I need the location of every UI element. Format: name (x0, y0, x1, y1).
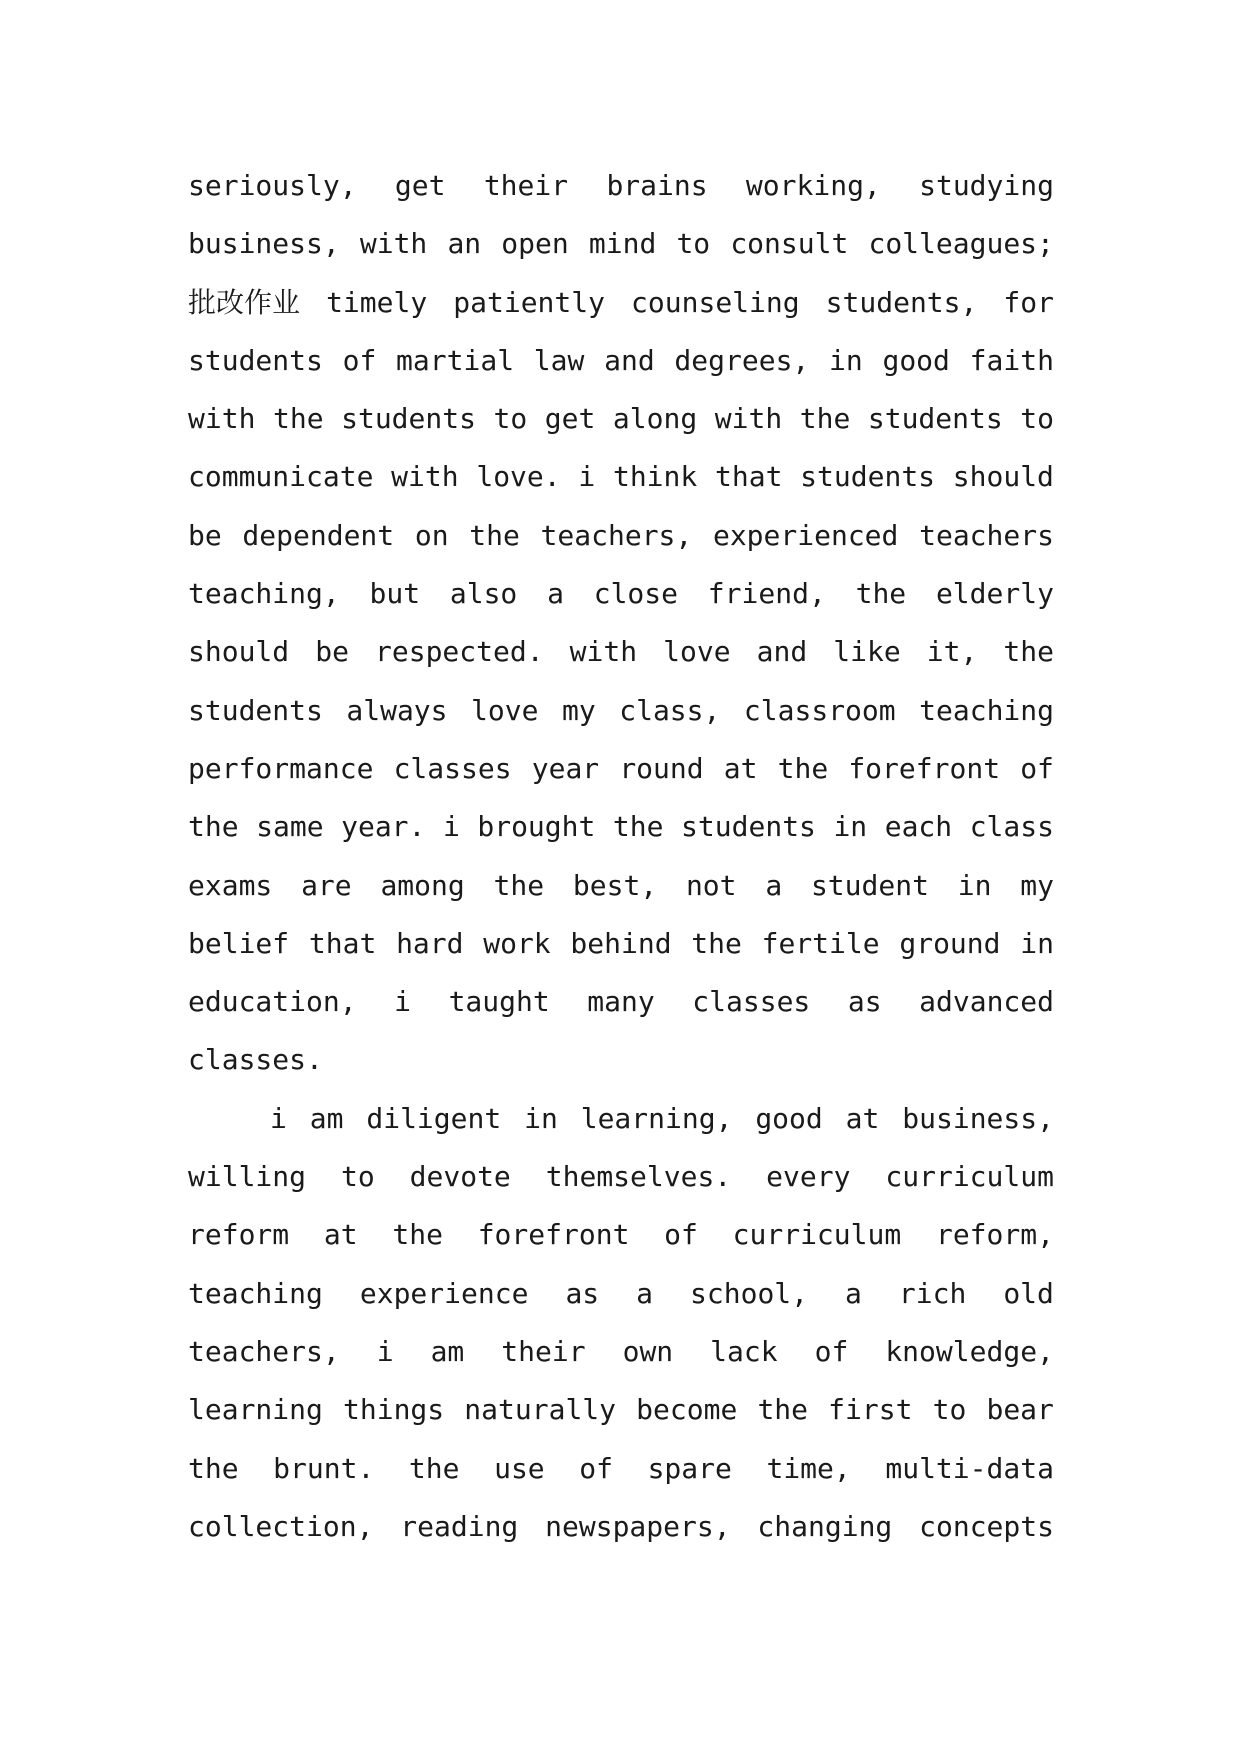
word: advanced (919, 985, 1054, 1019)
text-line (188, 1265, 1054, 1323)
text-line (188, 857, 1054, 915)
word: 批改作业 (188, 285, 301, 319)
word: teaching, (188, 577, 340, 611)
word: faith (969, 343, 1054, 377)
word: use (494, 1451, 545, 1485)
word: old (1003, 1276, 1054, 1310)
word: brains (606, 169, 708, 202)
word: teachers, (188, 1334, 340, 1368)
word: be (315, 635, 349, 669)
word: with (569, 635, 638, 669)
word: each (884, 810, 953, 844)
word: at (845, 1101, 880, 1135)
text-line (188, 1440, 1054, 1498)
word: business, (902, 1101, 1054, 1135)
word: experienced (712, 518, 899, 552)
text-line (188, 1206, 1054, 1264)
word: get (394, 169, 446, 202)
text-line (188, 1498, 1054, 1556)
word: close (593, 577, 679, 611)
word: belief (188, 926, 290, 960)
word: the (188, 810, 239, 844)
text-line (188, 740, 1054, 798)
word: concepts (919, 1509, 1054, 1543)
word: for (1003, 285, 1054, 319)
word: dependent (242, 518, 395, 552)
word: student (810, 868, 929, 902)
word: patiently (453, 285, 605, 319)
word: newspapers, (545, 1509, 731, 1543)
text-line (188, 215, 1054, 273)
word: with (714, 402, 783, 436)
word: every (766, 1160, 851, 1194)
word: an (447, 227, 482, 261)
word: to (340, 1160, 375, 1194)
text-line (188, 973, 1054, 1031)
word: of (579, 1451, 613, 1485)
word: love. (476, 460, 561, 494)
word: it, (926, 635, 978, 669)
word: the (799, 402, 851, 436)
word: respected. (375, 635, 544, 669)
word: i (270, 1101, 287, 1135)
word: devote (409, 1160, 511, 1194)
word: work (483, 926, 551, 960)
word: the (1003, 635, 1054, 669)
word: forefront (477, 1218, 630, 1252)
word: mind (588, 227, 657, 261)
word: brunt. (273, 1451, 375, 1485)
text-line (188, 623, 1054, 681)
text-line (188, 915, 1054, 973)
word: same (256, 810, 324, 844)
word: good (882, 343, 950, 377)
word: first (828, 1393, 913, 1427)
word: classes (393, 751, 512, 785)
word: teachers (919, 518, 1054, 552)
word: class (969, 810, 1054, 844)
word: best, (572, 868, 658, 902)
word: along (612, 402, 698, 436)
word: seriously, (188, 169, 357, 202)
text-line (188, 798, 1054, 856)
word: love (471, 693, 539, 727)
word: multi-data (885, 1451, 1054, 1485)
word: their (483, 169, 569, 202)
word: experience (359, 1276, 529, 1310)
word: the (392, 1218, 443, 1252)
word: to (932, 1393, 967, 1427)
word: fertile (761, 926, 880, 960)
word: rich (898, 1276, 967, 1310)
word: open (501, 227, 569, 261)
word: consult (730, 227, 849, 261)
word: should (952, 460, 1054, 494)
word: students (681, 810, 816, 844)
word: at (723, 751, 758, 785)
word: naturally (464, 1393, 617, 1427)
word: in (829, 343, 863, 377)
word: colleagues; (868, 227, 1054, 261)
text-line (188, 274, 1054, 332)
word: that (308, 926, 377, 960)
word: like (833, 635, 901, 669)
word: learning, (580, 1101, 733, 1135)
word: with (359, 227, 428, 261)
word: degrees, (674, 343, 810, 377)
word: i (442, 810, 460, 844)
word: of (664, 1218, 698, 1252)
word: diligent (366, 1101, 502, 1135)
text-line (188, 565, 1054, 623)
word: i (578, 460, 596, 494)
word: become (636, 1393, 738, 1427)
word: my (1020, 868, 1054, 902)
word: good (755, 1101, 823, 1135)
word: classroom (743, 693, 896, 727)
word: school, (690, 1276, 809, 1310)
word: in (1020, 926, 1054, 960)
word: students (341, 402, 476, 436)
word: class, (619, 693, 721, 727)
word: themselves. (545, 1160, 732, 1194)
text-line (188, 1323, 1054, 1381)
word: curriculum (885, 1160, 1054, 1194)
word: elderly (935, 577, 1054, 611)
word: think (612, 460, 698, 494)
word: students (867, 402, 1003, 436)
word: ground (899, 926, 1001, 960)
word: should (188, 635, 290, 669)
word: as (847, 985, 882, 1019)
word: martial (396, 343, 515, 377)
word: am (309, 1101, 344, 1135)
word: exams (188, 868, 273, 902)
word: business, (188, 227, 340, 261)
word: teaching (188, 1276, 323, 1310)
word: the (855, 577, 907, 611)
word: reform (188, 1218, 290, 1252)
word: in (957, 868, 992, 902)
word: performance (188, 751, 374, 785)
word: year. (341, 810, 426, 844)
word: as (565, 1276, 600, 1310)
word: reform, (935, 1218, 1054, 1252)
word: education, (188, 985, 357, 1019)
word: to (676, 227, 711, 261)
word: curriculum (732, 1218, 902, 1252)
word: spare (647, 1451, 732, 1485)
word: communicate (188, 460, 374, 494)
word: on (414, 518, 449, 552)
word: i (376, 1334, 394, 1368)
word: law (533, 343, 585, 377)
text-line (188, 682, 1054, 740)
body-text (188, 157, 1054, 1556)
text-line (188, 157, 1054, 215)
word: a (636, 1276, 654, 1310)
word: forefront (848, 751, 1001, 785)
word: love (663, 635, 731, 669)
word: the (691, 926, 742, 960)
word: and (604, 343, 655, 377)
word: teachers, (540, 518, 693, 552)
word: studying (919, 169, 1054, 202)
text-line (188, 1381, 1054, 1439)
word: willing (188, 1160, 307, 1194)
word: counseling (631, 285, 800, 319)
word: not (685, 868, 737, 902)
word: a (765, 868, 783, 902)
word: a (845, 1276, 862, 1310)
word: the (757, 1393, 809, 1427)
word: teaching (919, 693, 1054, 727)
word: of (1020, 751, 1054, 785)
word: with (188, 402, 256, 436)
word: that (715, 460, 783, 494)
word: also (449, 577, 518, 611)
word: their (501, 1334, 586, 1368)
word: classes. (188, 1043, 323, 1077)
word: students (188, 693, 323, 727)
word: lack (710, 1334, 778, 1368)
word: reading (400, 1509, 519, 1543)
text-line (188, 332, 1054, 390)
word: among (380, 868, 465, 902)
word: the (493, 868, 545, 902)
word: the (272, 402, 324, 436)
word: classes (692, 985, 811, 1019)
text-line (188, 1148, 1054, 1206)
word: brought (477, 810, 596, 844)
word: i (394, 985, 411, 1019)
word: a (547, 577, 564, 611)
word: behind (570, 926, 672, 960)
word: taught (448, 985, 550, 1019)
word: with (391, 460, 459, 494)
word: collection, (188, 1509, 374, 1543)
word: time, (766, 1451, 851, 1485)
text-line (188, 390, 1054, 448)
word: to (1020, 402, 1054, 436)
word: but (369, 577, 421, 611)
text-line (188, 507, 1054, 565)
word: of (814, 1334, 849, 1368)
word: get (544, 402, 596, 436)
word: to (493, 402, 528, 436)
word: own (622, 1334, 674, 1368)
word: year (531, 751, 600, 785)
text-line (188, 1031, 1054, 1089)
word: knowledge, (885, 1334, 1054, 1368)
word: in (524, 1101, 558, 1135)
word: the (777, 751, 829, 785)
word: of (342, 343, 377, 377)
word: timely (326, 285, 428, 319)
word: in (833, 810, 868, 844)
word: at (323, 1218, 358, 1252)
word: hard (396, 926, 464, 960)
word: students (800, 460, 936, 494)
word: the (408, 1451, 460, 1485)
word: bear (986, 1393, 1054, 1427)
word: are (301, 868, 352, 902)
text-line (188, 448, 1054, 506)
word: many (587, 985, 655, 1019)
word: the (469, 518, 520, 552)
word: round (619, 751, 704, 785)
word: students (188, 343, 323, 377)
word: always (346, 693, 448, 727)
word: friend, (707, 577, 826, 611)
word: be (188, 518, 222, 552)
word: the (188, 1451, 239, 1485)
word: changing (757, 1509, 893, 1543)
word: working, (745, 169, 881, 202)
word: learning (188, 1393, 323, 1427)
word: am (430, 1334, 465, 1368)
text-line (188, 1090, 1054, 1148)
word: things (343, 1393, 445, 1427)
word: my (562, 693, 596, 727)
word: and (756, 635, 808, 669)
word: students, (825, 285, 978, 319)
word: the (612, 810, 664, 844)
